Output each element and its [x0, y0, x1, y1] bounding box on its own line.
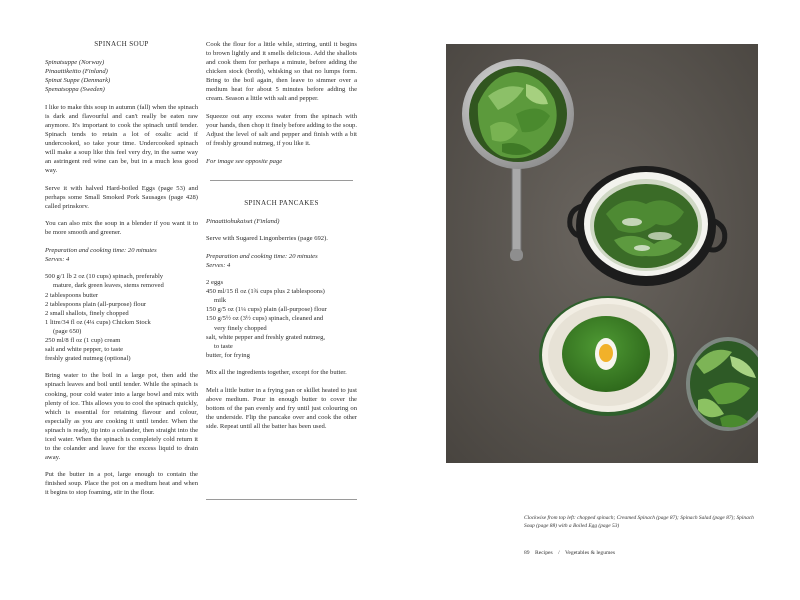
soup-name-sweden: Spenatsoppa (Sweden): [45, 86, 105, 94]
footer-separator: /: [558, 550, 560, 556]
soup-name-finland: Pinaattikeitto (Finland): [45, 68, 108, 76]
ingredient-line: milk: [214, 297, 227, 305]
ingredient-line: 150 g/5 oz (1¼ cups) plain (all-purpose) flour: [206, 306, 327, 314]
soup-regional-names: [45, 58, 198, 94]
ingredient-line: 2 tablespoons butter: [45, 291, 99, 299]
soup-method-step-2: Put the butter in a pot, large enough to contain the finished soup. Place the pot on a medium heat and when it begins to stop foaming, stir in the flour.: [45, 471, 198, 497]
ingredient-line: 1 litre/34 fl oz (4¼ cups) Chicken Stock: [45, 318, 151, 326]
ingredient-line: freshly grated nutmeg (optional): [45, 354, 131, 362]
soup-method-step-1: Bring water to the boil in a large pot, then add the spinach leaves and boil until tender. While the spinach is cooking, pour cold water into a large bowl and mix with plenty of ice. This allows you to cool the spinach quickly, which is essential for retaining flavour and colour, especially as you are cooking it until tender. When the spinach is ready, tip into a colander, then straight into the iced water. When the spinach is completely cold return it to the colander and leave for the excess liquid to drain away.: [45, 372, 198, 461]
soup-intro: I like to make this soup in autumn (fall) when the spinach is dark and flavourful and can't really be eaten raw anymore. It's important to cook the spinach until tender. Spinach tends to retain a lot of oxalic acid if undercooked, so take your time. Undercooked spinach will make a soup like this feel very dry, in the same way an astringent red wine can be, but in a much less good way.: [45, 103, 198, 175]
pancake-method-step-1: Mix all the ingredients together, except for the butter.: [206, 369, 347, 377]
footer-chapter: Vegetables & legumes: [565, 550, 616, 556]
soup-prep-time: Preparation and cooking time: 20 minutes: [45, 246, 157, 254]
food-photo-illustration: [446, 44, 758, 463]
section-divider: [210, 180, 353, 181]
right-text-column: [206, 40, 357, 440]
pancake-title: SPINACH PANCAKES: [244, 198, 319, 207]
ingredient-line: 500 g/1 lb 2 oz (10 cups) spinach, preferably: [45, 273, 164, 281]
ingredient-line: to taste: [214, 342, 233, 350]
soup-method-step-3: Cook the flour for a little while, stirring, until it begins to brown lightly and it smells delicious. Add the shallots and cook them for perhaps a minute, before adding the chicken stock (broth), whisking so that no lumps form. Bring to the boil again, then leave to simmer over a medium heat for about 5 minutes before adding the cream. Season a little with salt and pepper.: [206, 41, 357, 103]
ingredient-line: 2 tablespoons plain (all-purpose) flour: [45, 300, 147, 308]
pancake-serving-note: Serve with Sugared Lingonberries (page 692).: [206, 235, 328, 243]
ingredient-line: 150 g/5½ oz (3½ cups) spinach, cleaned and: [206, 315, 324, 323]
soup-serving-note: Serve it with halved Hard-boiled Eggs (page 53) and perhaps some Small Smoked Pork Sausages (page 428) called prinskorv.: [45, 184, 198, 210]
ingredient-line: (page 650): [53, 327, 82, 335]
soup-blender-note: You can also mix the soup in a blender if you want it to be more smooth and greener.: [45, 220, 198, 237]
pancake-serves: Serves: 4: [206, 261, 231, 269]
ingredient-line: butter, for frying: [206, 351, 250, 359]
soup-name-denmark: Spinat Suppe (Denmark): [45, 77, 111, 85]
ingredient-line: 2 eggs: [206, 279, 224, 287]
soup-method-step-4: Squeeze out any excess water from the spinach with your hands, then chop it finely before adding to the soup. Adjust the level of salt and pepper and finish with a bit of freshly ground nutmeg, if you like it.: [206, 112, 357, 147]
ingredient-line: salt and white pepper, to taste: [45, 345, 124, 353]
food-photo: [446, 44, 758, 463]
pancake-method-step-2: Melt a little butter in a frying pan or skillet heated to just above medium. Pour in enough butter to cover the bottom of the pan evenly and fry until just colouring on the underside. Flip the pancake over and cook the other side. Repeat until all the batter has been used.: [206, 386, 357, 430]
soup-meta: [45, 246, 198, 264]
photo-caption: Clockwise from top left: chopped spinach; Creamed Spinach (page 87); Spinach Salad (page 87); Spinach Soup (page 88) with a Boiled Egg (page 53): [524, 515, 754, 529]
see-image-note: For image see opposite page: [206, 157, 283, 165]
soup-serves: Serves: 4: [45, 255, 70, 263]
pancake-regional-name: Pinaattiohukaiset (Finland): [206, 217, 280, 225]
ingredient-line: mature, dark green leaves, stems removed: [53, 282, 164, 290]
soup-title: SPINACH SOUP: [94, 40, 149, 48]
soup-name-norway: Spinatsuppe (Norway): [45, 59, 105, 67]
ingredient-line: 450 ml/15 fl oz (1¾ cups plus 2 tablespoons): [206, 288, 325, 296]
soup-plate-with-egg: [539, 296, 677, 416]
ingredient-line: 2 small shallots, finely chopped: [45, 309, 129, 317]
ingredient-line: salt, white pepper and freshly grated nutmeg,: [206, 333, 326, 341]
ingredient-line: very finely chopped: [214, 324, 267, 332]
ingredient-line: 250 ml/8 fl oz (1 cup) cream: [45, 336, 121, 344]
pancake-prep-time: Preparation and cooking time: 20 minutes: [206, 252, 318, 260]
soup-ingredients-list: [45, 272, 198, 362]
footer-section: Recipes: [535, 550, 553, 556]
page-number: 89: [524, 550, 530, 556]
pancake-meta: [206, 252, 357, 270]
pancake-ingredients-list: [206, 278, 357, 359]
page-footer: [524, 550, 619, 556]
left-text-column: [45, 40, 198, 506]
bottom-divider: [206, 499, 357, 500]
